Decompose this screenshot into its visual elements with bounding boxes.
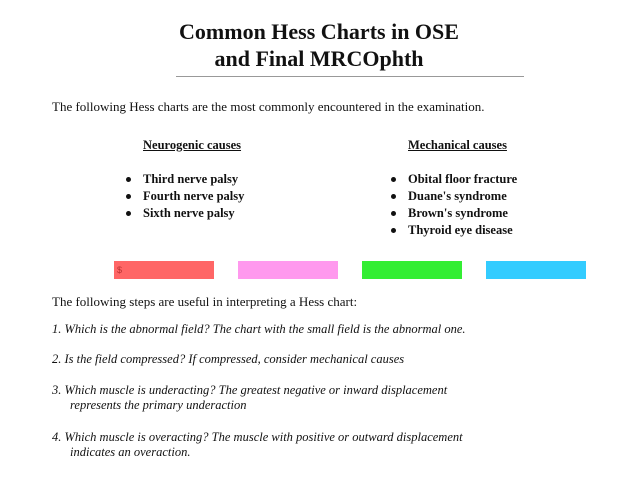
list-item: Third nerve palsy: [123, 171, 244, 188]
intro-text: The following Hess charts are the most commonly encountered in the examination.: [52, 99, 485, 114]
step-4: 4. Which muscle is overacting? The muscle with positive or outward displacement indicates an overaction.: [52, 430, 463, 459]
list-item: Fourth nerve palsy: [123, 188, 244, 205]
list-item: Obital floor fracture: [388, 171, 517, 188]
bullet-icon: [126, 177, 131, 182]
step-3: 3. Which muscle is underacting? The greatest negative or inward displacement represents the primary underaction: [52, 383, 448, 412]
list-item: Thyroid eye disease: [388, 222, 517, 239]
title-line-2: and Final MRCOphth: [214, 46, 424, 71]
mechanical-list: [388, 171, 517, 239]
list-item: Brown's syndrome: [388, 205, 517, 222]
steps-intro-text: The following steps are useful in interpreting a Hess chart:: [52, 294, 358, 309]
step-1: 1. Which is the abnormal field? The chart with the small field is the abnormal one.: [52, 322, 466, 336]
neurogenic-heading: Neurogenic causes: [143, 138, 242, 152]
mechanical-causes-column: [388, 138, 517, 239]
bullet-icon: [126, 211, 131, 216]
color-swatch-blue[interactable]: [486, 261, 586, 279]
mechanical-heading: Mechanical causes: [408, 138, 507, 152]
bullet-icon: [391, 194, 396, 199]
list-item: Sixth nerve palsy: [123, 205, 244, 222]
bullet-icon: [391, 211, 396, 216]
bullet-icon: [391, 228, 396, 233]
bullet-icon: [126, 194, 131, 199]
color-swatch-green[interactable]: [362, 261, 462, 279]
title-divider: [176, 76, 524, 77]
neurogenic-list: [123, 171, 244, 222]
neurogenic-causes-column: [123, 138, 244, 222]
bullet-icon: [391, 177, 396, 182]
color-swatch-pink[interactable]: [238, 261, 338, 279]
title-line-1: Common Hess Charts in OSE: [179, 19, 459, 44]
color-swatch-red[interactable]: $: [114, 261, 214, 279]
page-title: [0, 18, 638, 72]
step-2: 2. Is the field compressed? If compressed, consider mechanical causes: [52, 352, 405, 366]
list-item: Duane's syndrome: [388, 188, 517, 205]
